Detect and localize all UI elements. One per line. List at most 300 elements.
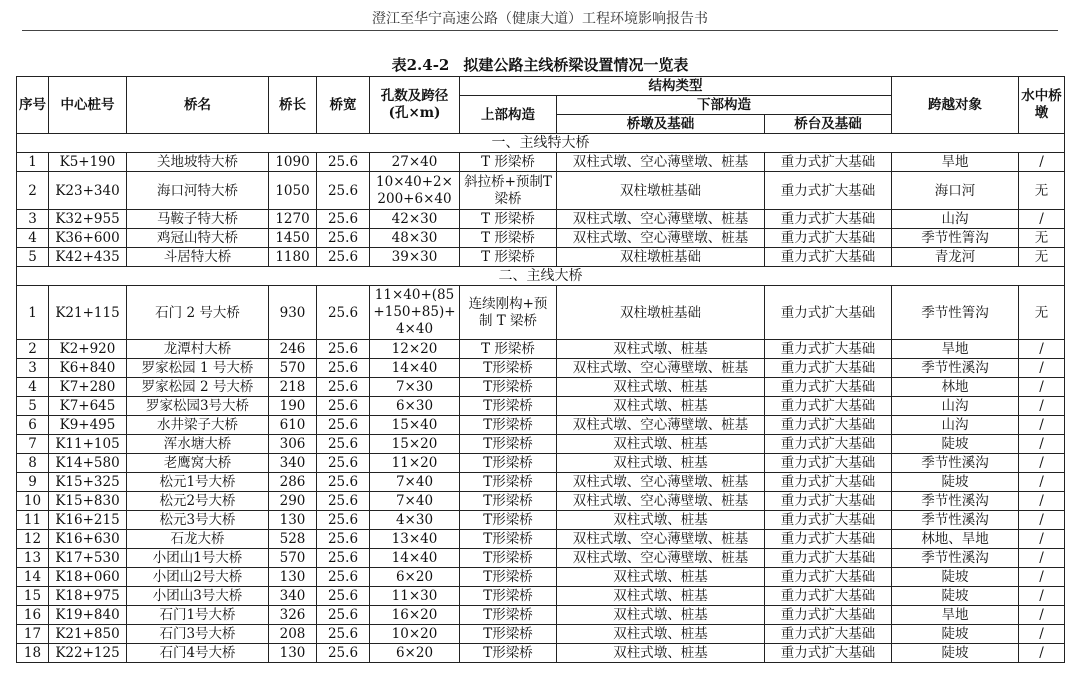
cell-water-pier: /: [1019, 210, 1065, 229]
cell-superstructure: T 形梁桥: [460, 229, 557, 248]
cell-superstructure: T形梁桥: [460, 587, 557, 606]
cell-no: 11: [17, 511, 49, 530]
cell-width: 25.6: [317, 587, 370, 606]
cell-station: K16+630: [49, 530, 127, 549]
cell-no: 8: [17, 454, 49, 473]
table-row: [17, 568, 1065, 587]
header-station: 中心桩号: [49, 77, 127, 134]
cell-width: 25.6: [317, 378, 370, 397]
cell-water-pier: /: [1019, 473, 1065, 492]
cell-superstructure: T 形梁桥: [460, 153, 557, 172]
cell-station: K2+920: [49, 340, 127, 359]
cell-crossing: 陡坡: [892, 644, 1019, 663]
cell-length: 1270: [269, 210, 317, 229]
cell-name: 小团山3号大桥: [127, 587, 269, 606]
table-row: [17, 378, 1065, 397]
cell-no: 2: [17, 340, 49, 359]
cell-crossing: 季节性溪沟: [892, 492, 1019, 511]
cell-water-pier: /: [1019, 492, 1065, 511]
cell-crossing: 季节性溪沟: [892, 511, 1019, 530]
cell-abutment: 重力式扩大基础: [765, 340, 892, 359]
cell-spans: 6×20: [370, 568, 460, 587]
cell-no: 12: [17, 530, 49, 549]
table-row: [17, 172, 1065, 210]
cell-spans: 4×30: [370, 511, 460, 530]
cell-length: 190: [269, 397, 317, 416]
cell-pier: 双柱式墩、空心薄壁墩、桩基: [557, 210, 765, 229]
table-row: [17, 473, 1065, 492]
cell-station: K18+975: [49, 587, 127, 606]
cell-spans: 39×30: [370, 248, 460, 267]
cell-spans: 11×30: [370, 587, 460, 606]
header-water-pier: 水中桥墩: [1019, 77, 1065, 134]
cell-pier: 双柱墩桩基础: [557, 286, 765, 340]
cell-spans: 7×30: [370, 378, 460, 397]
section-title: 二、主线大桥: [17, 267, 1065, 286]
cell-water-pier: /: [1019, 359, 1065, 378]
cell-abutment: 重力式扩大基础: [765, 172, 892, 210]
cell-no: 4: [17, 378, 49, 397]
table-row: [17, 229, 1065, 248]
cell-crossing: 旱地: [892, 340, 1019, 359]
cell-width: 25.6: [317, 625, 370, 644]
cell-superstructure: T 形梁桥: [460, 248, 557, 267]
cell-station: K19+840: [49, 606, 127, 625]
table-row: [17, 248, 1065, 267]
cell-pier: 双柱式墩、空心薄壁墩、桩基: [557, 229, 765, 248]
cell-spans: 27×40: [370, 153, 460, 172]
cell-length: 286: [269, 473, 317, 492]
cell-name: 罗家松园 2 号大桥: [127, 378, 269, 397]
cell-station: K21+115: [49, 286, 127, 340]
table-row: [17, 210, 1065, 229]
cell-superstructure: T形梁桥: [460, 511, 557, 530]
cell-abutment: 重力式扩大基础: [765, 549, 892, 568]
cell-pier: 双柱式墩、空心薄壁墩、桩基: [557, 153, 765, 172]
cell-superstructure: T形梁桥: [460, 530, 557, 549]
cell-width: 25.6: [317, 286, 370, 340]
cell-pier: 双柱式墩、桩基: [557, 511, 765, 530]
cell-station: K18+060: [49, 568, 127, 587]
cell-superstructure: T形梁桥: [460, 625, 557, 644]
cell-width: 25.6: [317, 153, 370, 172]
cell-water-pier: /: [1019, 568, 1065, 587]
cell-spans: 15×40: [370, 416, 460, 435]
cell-name: 斗居特大桥: [127, 248, 269, 267]
cell-spans: 16×20: [370, 606, 460, 625]
cell-station: K6+840: [49, 359, 127, 378]
cell-abutment: 重力式扩大基础: [765, 530, 892, 549]
cell-name: 松元3号大桥: [127, 511, 269, 530]
cell-superstructure: T形梁桥: [460, 644, 557, 663]
cell-pier: 双柱式墩、空心薄壁墩、桩基: [557, 492, 765, 511]
cell-station: K32+955: [49, 210, 127, 229]
cell-no: 7: [17, 435, 49, 454]
cell-name: 松元2号大桥: [127, 492, 269, 511]
table-row: [17, 587, 1065, 606]
cell-name: 松元1号大桥: [127, 473, 269, 492]
cell-station: K7+645: [49, 397, 127, 416]
cell-station: K15+325: [49, 473, 127, 492]
cell-spans: 6×30: [370, 397, 460, 416]
cell-no: 3: [17, 359, 49, 378]
cell-name: 海口河特大桥: [127, 172, 269, 210]
cell-superstructure: 连续刚构+预制 T 梁桥: [460, 286, 557, 340]
cell-abutment: 重力式扩大基础: [765, 435, 892, 454]
cell-spans: 13×40: [370, 530, 460, 549]
cell-station: K21+850: [49, 625, 127, 644]
cell-length: 610: [269, 416, 317, 435]
cell-abutment: 重力式扩大基础: [765, 359, 892, 378]
cell-abutment: 重力式扩大基础: [765, 625, 892, 644]
cell-length: 130: [269, 568, 317, 587]
cell-width: 25.6: [317, 454, 370, 473]
bridge-table-wrapper: [16, 76, 1064, 663]
cell-station: K5+190: [49, 153, 127, 172]
table-row: [17, 435, 1065, 454]
cell-width: 25.6: [317, 568, 370, 587]
cell-spans: 11×20: [370, 454, 460, 473]
cell-water-pier: /: [1019, 378, 1065, 397]
cell-superstructure: T 形梁桥: [460, 210, 557, 229]
cell-pier: 双柱式墩、桩基: [557, 435, 765, 454]
cell-pier: 双柱式墩、空心薄壁墩、桩基: [557, 416, 765, 435]
cell-crossing: 季节性溪沟: [892, 549, 1019, 568]
cell-spans: 14×40: [370, 549, 460, 568]
cell-superstructure: T形梁桥: [460, 606, 557, 625]
cell-abutment: 重力式扩大基础: [765, 210, 892, 229]
bridge-table: [16, 76, 1065, 663]
cell-pier: 双柱墩桩基础: [557, 248, 765, 267]
cell-superstructure: T形梁桥: [460, 454, 557, 473]
cell-length: 326: [269, 606, 317, 625]
cell-water-pier: /: [1019, 549, 1065, 568]
cell-station: K11+105: [49, 435, 127, 454]
cell-station: K22+125: [49, 644, 127, 663]
table-row: [17, 416, 1065, 435]
cell-station: K7+280: [49, 378, 127, 397]
cell-station: K16+215: [49, 511, 127, 530]
cell-abutment: 重力式扩大基础: [765, 644, 892, 663]
cell-no: 17: [17, 625, 49, 644]
cell-width: 25.6: [317, 229, 370, 248]
cell-water-pier: 无: [1019, 286, 1065, 340]
cell-name: 小团山1号大桥: [127, 549, 269, 568]
cell-width: 25.6: [317, 435, 370, 454]
section-title: 一、主线特大桥: [17, 134, 1065, 153]
cell-no: 3: [17, 210, 49, 229]
header-structure: 结构类型: [460, 77, 892, 96]
cell-crossing: 海口河: [892, 172, 1019, 210]
cell-no: 1: [17, 286, 49, 340]
cell-name: 水井梁子大桥: [127, 416, 269, 435]
cell-length: 1050: [269, 172, 317, 210]
cell-superstructure: T形梁桥: [460, 492, 557, 511]
cell-no: 2: [17, 172, 49, 210]
table-caption: [0, 54, 1080, 75]
cell-water-pier: /: [1019, 153, 1065, 172]
cell-water-pier: /: [1019, 587, 1065, 606]
cell-length: 130: [269, 511, 317, 530]
cell-length: 246: [269, 340, 317, 359]
cell-abutment: 重力式扩大基础: [765, 568, 892, 587]
header-rule: [22, 30, 1058, 31]
section-row: [17, 134, 1065, 153]
cell-water-pier: /: [1019, 530, 1065, 549]
cell-superstructure: T形梁桥: [460, 435, 557, 454]
cell-crossing: 林地、旱地: [892, 530, 1019, 549]
cell-name: 罗家松园3号大桥: [127, 397, 269, 416]
header-pier: 桥墩及基础: [557, 115, 765, 134]
cell-water-pier: 无: [1019, 172, 1065, 210]
cell-width: 25.6: [317, 359, 370, 378]
cell-crossing: 山沟: [892, 397, 1019, 416]
table-row: [17, 359, 1065, 378]
cell-pier: 双柱式墩、桩基: [557, 644, 765, 663]
cell-no: 16: [17, 606, 49, 625]
cell-no: 5: [17, 248, 49, 267]
cell-width: 25.6: [317, 511, 370, 530]
cell-length: 130: [269, 644, 317, 663]
table-row: [17, 454, 1065, 473]
cell-water-pier: /: [1019, 625, 1065, 644]
cell-water-pier: /: [1019, 416, 1065, 435]
header-crossing: 跨越对象: [892, 77, 1019, 134]
cell-water-pier: /: [1019, 454, 1065, 473]
cell-name: 浑水塘大桥: [127, 435, 269, 454]
cell-water-pier: /: [1019, 606, 1065, 625]
cell-water-pier: /: [1019, 511, 1065, 530]
header-width: 桥宽: [317, 77, 370, 134]
header-superstructure: 上部构造: [460, 96, 557, 134]
cell-crossing: 旱地: [892, 606, 1019, 625]
cell-length: 306: [269, 435, 317, 454]
header-length: 桥长: [269, 77, 317, 134]
cell-width: 25.6: [317, 248, 370, 267]
table-row: [17, 397, 1065, 416]
cell-length: 208: [269, 625, 317, 644]
cell-abutment: 重力式扩大基础: [765, 454, 892, 473]
cell-pier: 双柱式墩、空心薄壁墩、桩基: [557, 530, 765, 549]
header-no: 序号: [17, 77, 49, 134]
cell-spans: 48×30: [370, 229, 460, 248]
cell-water-pier: /: [1019, 397, 1065, 416]
cell-width: 25.6: [317, 644, 370, 663]
cell-name: 石门3号大桥: [127, 625, 269, 644]
cell-width: 25.6: [317, 397, 370, 416]
cell-pier: 双柱墩桩基础: [557, 172, 765, 210]
cell-width: 25.6: [317, 492, 370, 511]
header-spans: 孔数及跨径(孔×m): [370, 77, 460, 134]
cell-name: 石龙大桥: [127, 530, 269, 549]
cell-water-pier: 无: [1019, 229, 1065, 248]
cell-no: 13: [17, 549, 49, 568]
cell-no: 15: [17, 587, 49, 606]
cell-pier: 双柱式墩、桩基: [557, 454, 765, 473]
cell-station: K15+830: [49, 492, 127, 511]
cell-superstructure: T形梁桥: [460, 473, 557, 492]
cell-name: 龙潭村大桥: [127, 340, 269, 359]
cell-name: 关地坡特大桥: [127, 153, 269, 172]
cell-no: 9: [17, 473, 49, 492]
header-name: 桥名: [127, 77, 269, 134]
table-row: [17, 511, 1065, 530]
cell-no: 10: [17, 492, 49, 511]
cell-no: 1: [17, 153, 49, 172]
cell-length: 218: [269, 378, 317, 397]
cell-crossing: 旱地: [892, 153, 1019, 172]
cell-width: 25.6: [317, 416, 370, 435]
table-number: 表2.4-2: [391, 56, 450, 74]
cell-width: 25.6: [317, 530, 370, 549]
cell-crossing: 季节性箐沟: [892, 286, 1019, 340]
cell-crossing: 陡坡: [892, 473, 1019, 492]
cell-pier: 双柱式墩、桩基: [557, 397, 765, 416]
cell-station: K9+495: [49, 416, 127, 435]
cell-abutment: 重力式扩大基础: [765, 492, 892, 511]
cell-length: 570: [269, 359, 317, 378]
cell-water-pier: /: [1019, 340, 1065, 359]
cell-length: 1450: [269, 229, 317, 248]
table-row: [17, 530, 1065, 549]
cell-width: 25.6: [317, 210, 370, 229]
cell-pier: 双柱式墩、空心薄壁墩、桩基: [557, 549, 765, 568]
cell-water-pier: 无: [1019, 248, 1065, 267]
cell-name: 石门4号大桥: [127, 644, 269, 663]
cell-spans: 12×20: [370, 340, 460, 359]
cell-abutment: 重力式扩大基础: [765, 378, 892, 397]
cell-abutment: 重力式扩大基础: [765, 587, 892, 606]
cell-water-pier: /: [1019, 435, 1065, 454]
cell-spans: 7×40: [370, 473, 460, 492]
table-row: [17, 153, 1065, 172]
cell-spans: 42×30: [370, 210, 460, 229]
cell-no: 18: [17, 644, 49, 663]
cell-superstructure: 斜拉桥+预制T 梁桥: [460, 172, 557, 210]
cell-width: 25.6: [317, 172, 370, 210]
cell-superstructure: T形梁桥: [460, 378, 557, 397]
cell-no: 14: [17, 568, 49, 587]
cell-station: K23+340: [49, 172, 127, 210]
cell-superstructure: T 形梁桥: [460, 340, 557, 359]
cell-crossing: 季节性箐沟: [892, 229, 1019, 248]
cell-abutment: 重力式扩大基础: [765, 473, 892, 492]
cell-length: 528: [269, 530, 317, 549]
cell-name: 小团山2号大桥: [127, 568, 269, 587]
cell-spans: 10×40+2×200+6×40: [370, 172, 460, 210]
cell-no: 4: [17, 229, 49, 248]
cell-crossing: 山沟: [892, 210, 1019, 229]
cell-superstructure: T形梁桥: [460, 359, 557, 378]
cell-superstructure: T形梁桥: [460, 416, 557, 435]
cell-crossing: 陡坡: [892, 568, 1019, 587]
cell-length: 340: [269, 454, 317, 473]
cell-pier: 双柱式墩、空心薄壁墩、桩基: [557, 473, 765, 492]
cell-spans: 10×20: [370, 625, 460, 644]
cell-pier: 双柱式墩、桩基: [557, 606, 765, 625]
cell-superstructure: T形梁桥: [460, 397, 557, 416]
cell-length: 340: [269, 587, 317, 606]
cell-name: 鸡冠山特大桥: [127, 229, 269, 248]
cell-crossing: 季节性溪沟: [892, 454, 1019, 473]
cell-abutment: 重力式扩大基础: [765, 416, 892, 435]
cell-station: K42+435: [49, 248, 127, 267]
cell-length: 570: [269, 549, 317, 568]
table-row: [17, 340, 1065, 359]
cell-no: 5: [17, 397, 49, 416]
table-header: [17, 77, 1065, 134]
cell-pier: 双柱式墩、桩基: [557, 568, 765, 587]
cell-spans: 11×40+(85+150+85)+4×40: [370, 286, 460, 340]
cell-crossing: 陡坡: [892, 587, 1019, 606]
cell-abutment: 重力式扩大基础: [765, 286, 892, 340]
cell-abutment: 重力式扩大基础: [765, 511, 892, 530]
cell-station: K17+530: [49, 549, 127, 568]
cell-length: 290: [269, 492, 317, 511]
cell-spans: 15×20: [370, 435, 460, 454]
section-row: [17, 267, 1065, 286]
cell-spans: 14×40: [370, 359, 460, 378]
cell-width: 25.6: [317, 606, 370, 625]
cell-length: 1180: [269, 248, 317, 267]
cell-crossing: 陡坡: [892, 625, 1019, 644]
cell-crossing: 山沟: [892, 416, 1019, 435]
cell-pier: 双柱式墩、桩基: [557, 378, 765, 397]
table-row: [17, 644, 1065, 663]
table-row: [17, 286, 1065, 340]
table-row: [17, 625, 1065, 644]
cell-spans: 6×20: [370, 644, 460, 663]
cell-width: 25.6: [317, 340, 370, 359]
cell-station: K14+580: [49, 454, 127, 473]
cell-name: 马鞍子特大桥: [127, 210, 269, 229]
cell-pier: 双柱式墩、桩基: [557, 587, 765, 606]
cell-station: K36+600: [49, 229, 127, 248]
table-title: 拟建公路主线桥梁设置情况一览表: [463, 56, 689, 74]
cell-abutment: 重力式扩大基础: [765, 606, 892, 625]
cell-crossing: 青龙河: [892, 248, 1019, 267]
cell-name: 石门 2 号大桥: [127, 286, 269, 340]
cell-crossing: 林地: [892, 378, 1019, 397]
cell-no: 6: [17, 416, 49, 435]
cell-name: 老鹰窝大桥: [127, 454, 269, 473]
cell-pier: 双柱式墩、空心薄壁墩、桩基: [557, 359, 765, 378]
table-row: [17, 492, 1065, 511]
table-row: [17, 549, 1065, 568]
cell-abutment: 重力式扩大基础: [765, 248, 892, 267]
cell-name: 石门1号大桥: [127, 606, 269, 625]
cell-abutment: 重力式扩大基础: [765, 229, 892, 248]
cell-crossing: 季节性溪沟: [892, 359, 1019, 378]
cell-superstructure: T形梁桥: [460, 568, 557, 587]
cell-water-pier: /: [1019, 644, 1065, 663]
cell-length: 1090: [269, 153, 317, 172]
cell-width: 25.6: [317, 549, 370, 568]
cell-crossing: 陡坡: [892, 435, 1019, 454]
cell-width: 25.6: [317, 473, 370, 492]
cell-length: 930: [269, 286, 317, 340]
table-body: [17, 134, 1065, 663]
cell-superstructure: T形梁桥: [460, 549, 557, 568]
cell-pier: 双柱式墩、桩基: [557, 625, 765, 644]
cell-spans: 7×40: [370, 492, 460, 511]
cell-abutment: 重力式扩大基础: [765, 397, 892, 416]
running-header: 澄江至华宁高速公路（健康大道）工程环境影响报告书: [372, 11, 708, 27]
cell-abutment: 重力式扩大基础: [765, 153, 892, 172]
header-abutment: 桥台及基础: [765, 115, 892, 134]
table-row: [17, 606, 1065, 625]
header-substructure: 下部构造: [557, 96, 892, 115]
